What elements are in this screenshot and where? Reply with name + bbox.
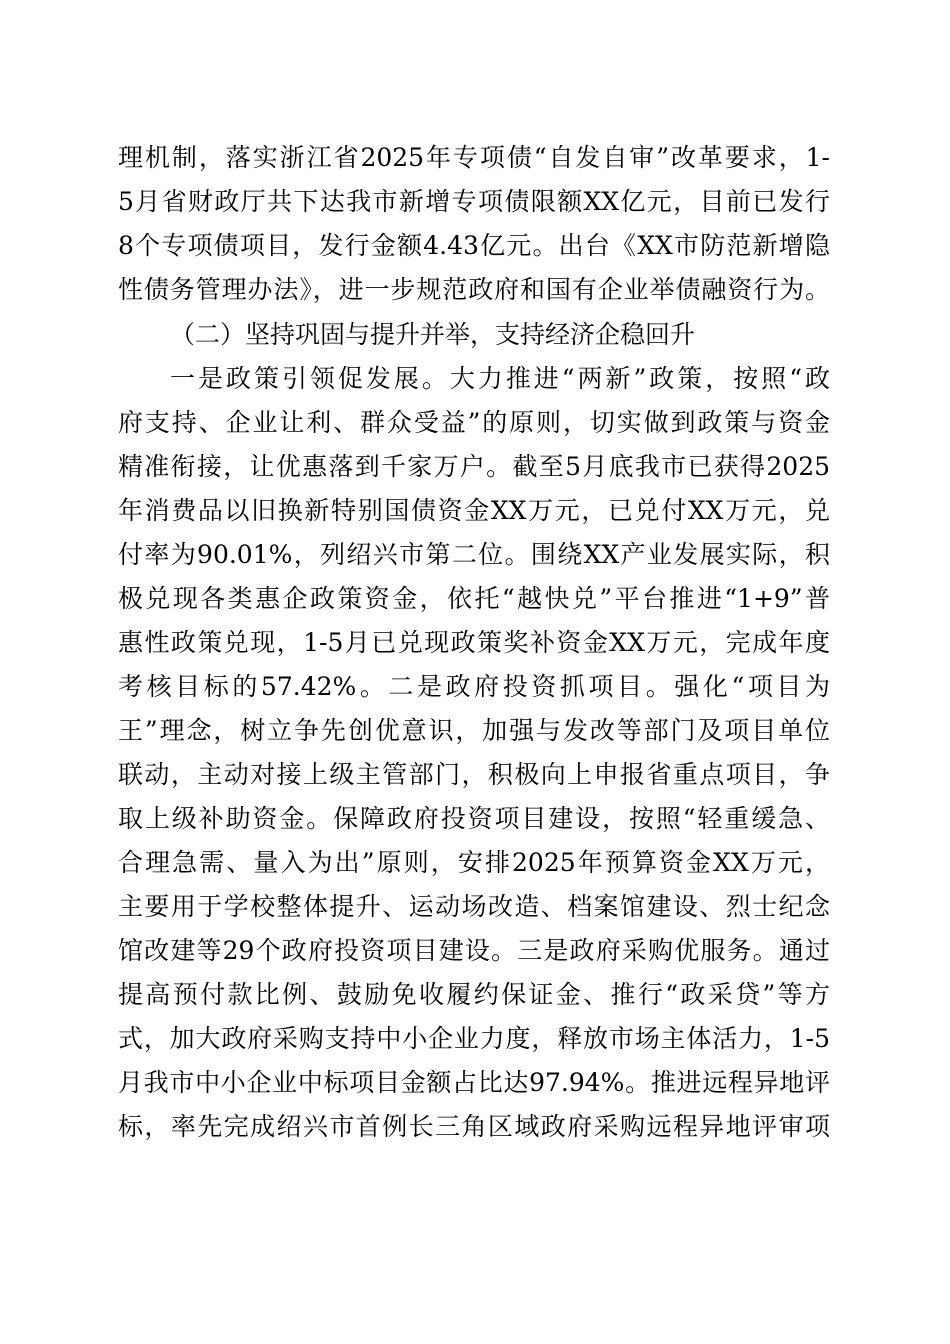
text-line: 一是政策引领促发展。大力推进“两新”政策，按照“政 — [170, 364, 830, 393]
section-heading: （二）坚持巩固与提升并举，支持经济企稳回升 — [170, 320, 696, 349]
text-line: 式，加大政府采购支持中小企业力度，释放市场主体活力，1-5 — [118, 1024, 830, 1053]
text-line: 年消费品以旧换新特别国债资金XX万元，已兑付XX万元，兑 — [118, 496, 830, 525]
text-line: 府支持、企业让利、群众受益”的原则，切实做到政策与资金 — [118, 408, 830, 437]
text-line: 馆改建等29个政府投资项目建设。三是政府采购优服务。通过 — [118, 936, 830, 965]
text-line: 惠性政策兑现，1-5月已兑现政策奖补资金XX万元，完成年度 — [118, 628, 830, 657]
text-line: 联动，主动对接上级主管部门，积极向上申报省重点项目，争 — [118, 760, 830, 789]
text-line: 合理急需、量入为出”原则，安排2025年预算资金XX万元， — [118, 848, 830, 877]
text-line: 王”理念，树立争先创优意识，加强与发改等部门及项目单位 — [118, 716, 830, 745]
text-line: 性债务管理办法》，进一步规范政府和国有企业举债融资行为。 — [118, 275, 830, 304]
text-line: 主要用于学校整体提升、运动场改造、档案馆建设、烈士纪念 — [118, 892, 830, 921]
text-line: 标，率先完成绍兴市首例长三角区域政府采购远程异地评审项 — [118, 1112, 830, 1141]
text-line: 提高预付款比例、鼓励免收履约保证金、推行“政采贷”等方 — [118, 980, 830, 1009]
text-line: 5月省财政厅共下达我市新增专项债限额XX亿元，目前已发行 — [118, 187, 830, 216]
text-line: 理机制，落实浙江省2025年专项债“自发自审”改革要求，1- — [118, 143, 830, 172]
text-line: 考核目标的57.42%。二是政府投资抓项目。强化“项目为 — [118, 672, 830, 701]
text-line: 月我市中小企业中标项目金额占比达97.94%。推进远程异地评 — [118, 1068, 830, 1097]
text-line: 取上级补助资金。保障政府投资项目建设，按照“轻重缓急、 — [118, 804, 830, 833]
text-line: 8个专项债项目，发行金额4.43亿元。出台《XX市防范新增隐 — [118, 231, 830, 260]
text-line: 付率为90.01%，列绍兴市第二位。围绕XX产业发展实际，积 — [118, 540, 830, 569]
text-line: 极兑现各类惠企政策资金，依托“越快兑”平台推进“1+9”普 — [118, 584, 830, 613]
text-line: 精准衔接，让优惠落到千家万户。截至5月底我市已获得2025 — [118, 452, 830, 481]
